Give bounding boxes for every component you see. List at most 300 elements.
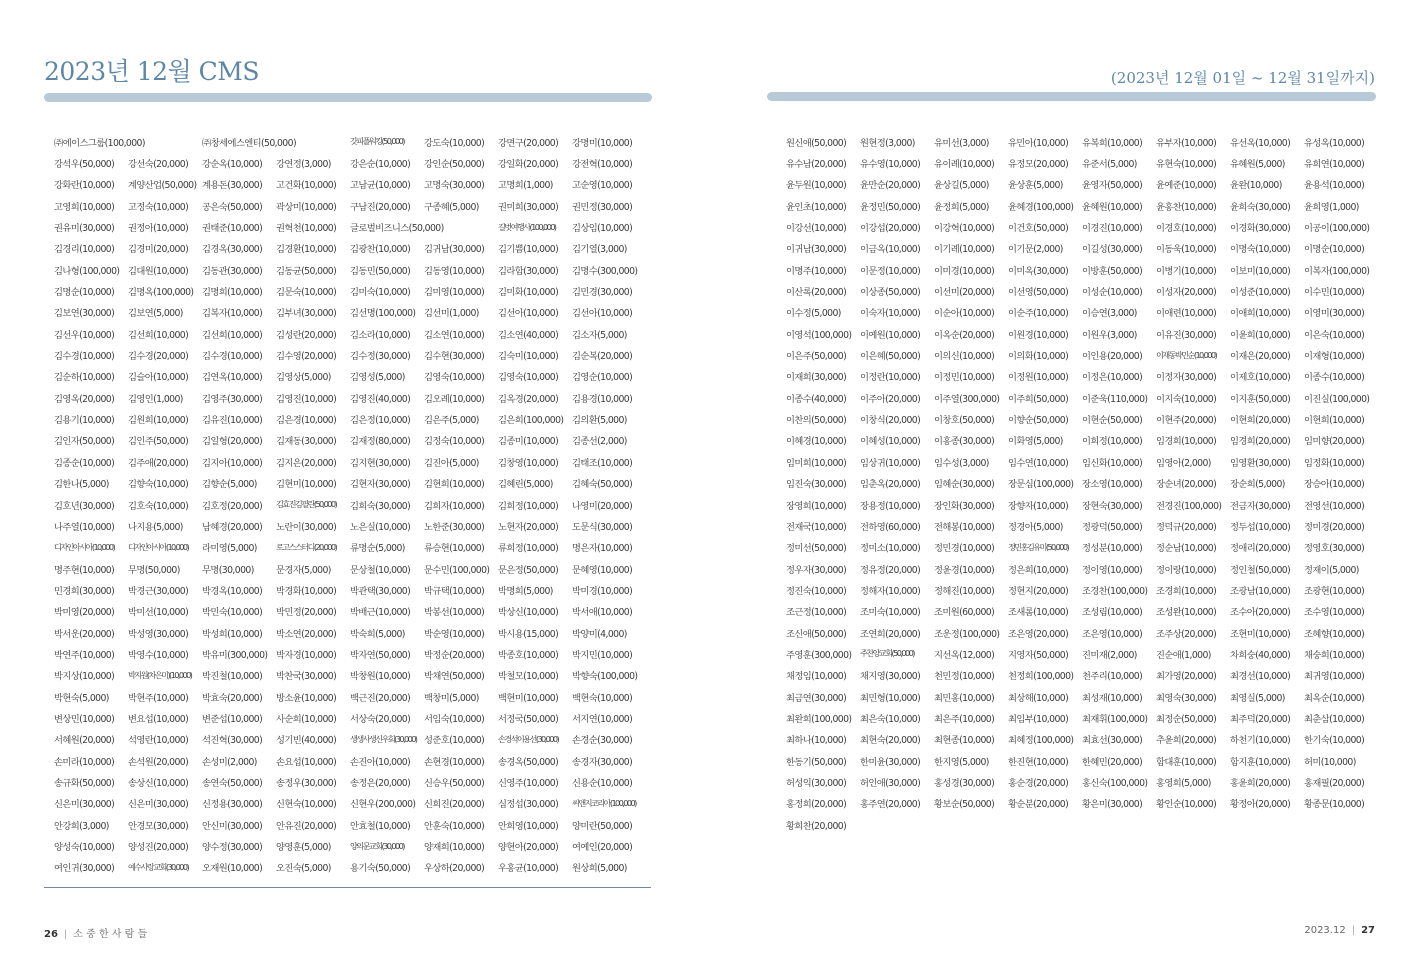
donor-entry: 우상하(20,000) (424, 863, 485, 875)
donor-entry: 이혜성(10,000) (860, 436, 921, 448)
donor-entry: 전하영(60,000) (860, 521, 921, 533)
donor-entry: 김수경(10,000) (202, 351, 263, 363)
donor-row (54, 259, 654, 280)
donor-entry: 명주현(10,000) (54, 564, 115, 576)
donor-entry: 윤상길(5,000) (934, 180, 989, 192)
donor-entry: 이예원(10,000) (860, 329, 921, 341)
donor-entry: 공은숙(50,000) (202, 201, 263, 213)
donor-entry: 김호정(20,000) (202, 500, 263, 512)
donor-entry: 박진철(10,000) (202, 671, 263, 683)
donor-row (54, 408, 654, 429)
donor-entry: 박향숙(100,000) (572, 671, 638, 683)
donor-entry: 안경모(30,000) (128, 820, 189, 832)
donor-entry: 김동영(10,000) (424, 265, 485, 277)
donor-entry: 나지용(5,000) (128, 521, 183, 533)
donor-entry: 조은영(20,000) (1008, 628, 1069, 640)
donor-entry: 김희정(10,000) (498, 500, 559, 512)
donor-entry: 문수민(100,000) (424, 564, 490, 576)
donor-entry: 백근진(20,000) (350, 692, 411, 704)
donor-entry: 최혜정(100,000) (1008, 735, 1074, 747)
footer-date: 2023.12 (1304, 925, 1346, 936)
donor-entry: 천주리(10,000) (1082, 671, 1143, 683)
donor-entry: 최완희(100,000) (786, 713, 852, 725)
donor-entry: 이산록(20,000) (786, 287, 847, 299)
donor-entry: 김향숙(10,000) (128, 479, 189, 491)
donor-entry: 김소라(10,000) (350, 329, 411, 341)
donor-entry: 유수남(20,000) (786, 159, 847, 171)
donor-entry: 여인귀(30,000) (54, 863, 115, 875)
donor-entry: 최정순(50,000) (1156, 713, 1217, 725)
donor-entry: 나영미(20,000) (572, 500, 633, 512)
donor-entry: 김영순(10,000) (572, 372, 633, 384)
donor-entry: 김지아(10,000) (202, 457, 263, 469)
donor-entry: 송정은(20,000) (350, 777, 411, 789)
donor-entry: 박현주(10,000) (128, 692, 189, 704)
donor-entry: 정민홍김유미(50,000) (1008, 541, 1069, 552)
donor-entry: 이의신(10,000) (934, 351, 995, 363)
donor-entry: 백현미(10,000) (498, 692, 559, 704)
donor-entry: 박명희(5,000) (498, 585, 553, 597)
donor-entry: 김희숙(30,000) (350, 500, 411, 512)
donor-entry: 정미선(50,000) (786, 543, 847, 555)
donor-entry: 장순희(5,000) (1230, 479, 1285, 491)
donor-row (786, 579, 1386, 600)
donor-entry: 손석원(20,000) (128, 756, 189, 768)
donor-entry: 이성준(10,000) (1230, 287, 1291, 299)
donor-entry: 박미경(10,000) (572, 585, 633, 597)
donor-entry: 김정숙(10,000) (424, 436, 485, 448)
donor-entry: 김창영(10,000) (498, 457, 559, 469)
donor-entry: 추윤희(20,000) (1156, 735, 1217, 747)
donor-entry: 김수현(30,000) (424, 351, 485, 363)
donor-entry: 박지원(차은미)(10,000) (128, 669, 192, 680)
donor-entry: 문경자(5,000) (276, 564, 331, 576)
donor-entry: 임영환(30,000) (1230, 457, 1291, 469)
donor-entry: 신영주(10,000) (498, 777, 559, 789)
donor-entry: 천정희(100,000) (1008, 671, 1074, 683)
donor-row (786, 366, 1386, 387)
donor-entry: 이창식(20,000) (860, 415, 921, 427)
donor-entry: 이경호(10,000) (1156, 223, 1217, 235)
donor-entry: 장용정(10,000) (860, 500, 921, 512)
donor-entry: 유민아(10,000) (1008, 137, 1069, 149)
donor-entry: 조운정(100,000) (934, 628, 1000, 640)
donor-entry: 강은순(10,000) (350, 159, 411, 171)
donor-entry: ㈜에이스그룹(100,000) (54, 137, 145, 149)
donor-entry: 홍정희(20,000) (786, 799, 847, 811)
donor-entry: 함대훈(10,000) (1156, 756, 1217, 768)
donor-entry: 주영훈(300,000) (786, 649, 852, 661)
donor-entry: 김효진김필란(50,000) (276, 499, 337, 510)
donor-row (786, 750, 1386, 771)
donor-entry: 손경석이용선(30,000) (498, 733, 559, 744)
bottom-rule (44, 887, 651, 888)
donor-entry: 강명미(10,000) (572, 137, 633, 149)
donor-entry: 채지영(30,000) (860, 671, 921, 683)
donor-entry: 이혜경(10,000) (786, 436, 847, 448)
donor-entry: 정해자(10,000) (860, 585, 921, 597)
donor-row (54, 537, 654, 558)
donor-entry: 계양산업(50,000) (128, 180, 197, 192)
donor-entry: 이동욱(10,000) (1156, 244, 1217, 256)
donor-entry: 김용기(10,000) (54, 415, 115, 427)
donor-entry: 이재은(20,000) (1230, 351, 1291, 363)
donor-entry: 김용경(10,000) (572, 393, 633, 405)
donor-entry: 유성옥(10,000) (1304, 137, 1365, 149)
donor-row (786, 473, 1386, 494)
donor-entry: 디자인아시아(10,000) (128, 541, 189, 552)
donor-entry: 임춘옥(20,000) (860, 479, 921, 491)
donor-entry: 강면구(20,000) (498, 137, 559, 149)
donor-row (54, 686, 654, 707)
donor-row (54, 430, 654, 451)
donor-entry: 윤용석(10,000) (1304, 180, 1365, 192)
donor-entry: 유선옥(10,000) (1230, 137, 1291, 149)
donor-entry: 최상해(10,000) (1008, 692, 1069, 704)
donor-entry: 강순옥(10,000) (202, 159, 263, 171)
donor-entry: 문은정(50,000) (498, 564, 559, 576)
donor-entry: 이재형(10,000) (1304, 351, 1365, 363)
donor-entry: 최효선(30,000) (1082, 735, 1143, 747)
header-bar-left (44, 93, 652, 102)
donor-row (786, 558, 1386, 579)
donor-entry: 성기빈(40,000) (276, 735, 337, 747)
donor-entry: 이종수(40,000) (786, 393, 847, 405)
donor-entry: 이준욱(110,000) (1082, 393, 1148, 405)
donor-entry: 이원우(3,000) (1082, 329, 1137, 341)
donor-entry: 성준호(10,000) (424, 735, 485, 747)
donor-list-right (786, 131, 1386, 835)
donor-entry: 생생사생신우회(30,000) (350, 733, 417, 744)
donor-entry: 한미윤(30,000) (860, 756, 921, 768)
donor-entry: 이명주(10,000) (786, 265, 847, 277)
donor-entry: 정순남(10,000) (1156, 543, 1217, 555)
donor-row (786, 302, 1386, 323)
donor-entry: 강전혁(10,000) (572, 159, 633, 171)
donor-entry: 박봉선(10,000) (424, 607, 485, 619)
donor-entry: 임경희(20,000) (1230, 436, 1291, 448)
page-number-left: 26 (44, 929, 58, 940)
donor-entry: 정미경(20,000) (1304, 521, 1365, 533)
donor-row (54, 835, 654, 856)
donor-entry: 이강선(10,000) (786, 223, 847, 235)
donor-entry: 김미숙(10,000) (350, 287, 411, 299)
donor-row (54, 793, 654, 814)
donor-entry: 김옥경(20,000) (498, 393, 559, 405)
donor-entry: 김광찬(10,000) (350, 244, 411, 256)
donor-entry: 정은희(10,000) (1008, 564, 1069, 576)
donor-entry: 장순녀(20,000) (1156, 479, 1217, 491)
donor-entry: 이영미(30,000) (1304, 308, 1365, 320)
donor-entry: 박철모(10,000) (498, 671, 559, 683)
donor-entry: 권민정(30,000) (572, 201, 633, 213)
donor-entry: 김유진(10,000) (202, 415, 263, 427)
donor-entry: 김선아(10,000) (498, 308, 559, 320)
donor-row (54, 302, 654, 323)
donor-row (54, 643, 654, 664)
donor-entry: 이정원(10,000) (1008, 372, 1069, 384)
donor-entry: 박자경(10,000) (276, 649, 337, 661)
donor-entry: 진순애(1,000) (1156, 649, 1211, 661)
donor-entry: 김소연(10,000) (424, 329, 485, 341)
donor-entry: 이기문(2,000) (1008, 244, 1063, 256)
donor-entry: 김동균(50,000) (276, 265, 337, 277)
donor-entry: 정우자(30,000) (786, 564, 847, 576)
donor-entry: 강일화(20,000) (498, 159, 559, 171)
donor-entry: 김은경(10,000) (276, 415, 337, 427)
donor-entry: 이공이(100,000) (1304, 223, 1370, 235)
donor-entry: 정민경(10,000) (934, 543, 995, 555)
donor-entry: 김종미(10,000) (498, 436, 559, 448)
donor-entry: 정해진(10,000) (934, 585, 995, 597)
donor-entry: 최재휘(100,000) (1082, 713, 1148, 725)
donor-entry: 송규화(50,000) (54, 777, 115, 789)
donor-entry: 정진숙(10,000) (786, 585, 847, 597)
donor-row (54, 216, 654, 237)
donor-entry: 김지현(30,000) (350, 457, 411, 469)
donor-row (786, 771, 1386, 792)
donor-row (786, 601, 1386, 622)
donor-row (54, 473, 654, 494)
donor-entry: 박지상(10,000) (54, 671, 115, 683)
donor-entry: 조미원(60,000) (934, 607, 995, 619)
donor-entry: 라미영(5,000) (202, 543, 257, 555)
donor-entry: 조경희(10,000) (1156, 585, 1217, 597)
donor-entry: 정현지(20,000) (1008, 585, 1069, 597)
donor-row (786, 238, 1386, 259)
donor-entry: 김의환(5,000) (572, 415, 627, 427)
donor-entry: 이현희(10,000) (1304, 415, 1365, 427)
donor-row (786, 323, 1386, 344)
donor-entry: 정성분(10,000) (1082, 543, 1143, 555)
donor-entry: 윤완(10,000) (1230, 180, 1282, 192)
donor-entry: 박서애(10,000) (572, 607, 633, 619)
donor-entry: 김경환(10,000) (276, 244, 337, 256)
donor-entry: 문혜영(10,000) (572, 564, 633, 576)
donor-entry: 이주희(50,000) (1008, 393, 1069, 405)
donor-entry: 무명(50,000) (128, 564, 180, 576)
donor-entry: 김향순(5,000) (202, 479, 257, 491)
donor-entry: 박경근(30,000) (128, 585, 189, 597)
donor-entry: 최영숙(30,000) (1156, 692, 1217, 704)
donor-entry: 김원희(10,000) (128, 415, 189, 427)
donor-entry: 김호숙(10,000) (128, 500, 189, 512)
donor-entry: 임미희(10,000) (786, 457, 847, 469)
donor-entry: 정덕규(20,000) (1156, 521, 1217, 533)
donor-entry: 이숙자(10,000) (860, 308, 921, 320)
donor-entry: 이재동박민순(10,000) (1156, 349, 1217, 360)
donor-entry: 권정아(10,000) (128, 223, 189, 235)
donor-entry: 주찬양교회(50,000) (860, 648, 914, 659)
donor-entry: 구남진(20,000) (350, 201, 411, 213)
donor-row (786, 344, 1386, 365)
donor-entry: 서상숙(20,000) (350, 713, 411, 725)
donor-entry: 조성완(10,000) (1156, 607, 1217, 619)
donor-entry: 양의문교회(30,000) (350, 840, 404, 851)
donor-entry: 최경선(10,000) (1230, 671, 1291, 683)
donor-entry: 고건화(10,000) (276, 180, 337, 192)
donor-entry: 여예인(20,000) (572, 842, 633, 854)
donor-entry: 정두섭(10,000) (1230, 521, 1291, 533)
donor-entry: 김보연(30,000) (54, 308, 115, 320)
donor-entry: 이정란(10,000) (860, 372, 921, 384)
donor-row (786, 665, 1386, 686)
donor-entry: 신현우(200,000) (350, 799, 416, 811)
donor-entry: 유수영(10,000) (860, 159, 921, 171)
donor-entry: 양재희(10,000) (424, 842, 485, 854)
donor-entry: 양성숙(10,000) (54, 842, 115, 854)
donor-entry: 김선명(100,000) (350, 308, 416, 320)
donor-entry: 양영훈(5,000) (276, 842, 331, 854)
donor-entry: 이선영(50,000) (1008, 287, 1069, 299)
donor-entry: 김귀남(30,000) (424, 244, 485, 256)
donor-entry: 김한나(5,000) (54, 479, 109, 491)
donor-entry: 심정섭(30,000) (498, 799, 559, 811)
donor-entry: 신정용(30,000) (202, 799, 263, 811)
donor-entry: 지선옥(12,000) (934, 649, 995, 661)
donor-row (54, 579, 654, 600)
donor-entry: 홍신숙(100,000) (1082, 777, 1148, 789)
donor-entry: 조수아(20,000) (1230, 607, 1291, 619)
donor-entry: 강석우(50,000) (54, 159, 115, 171)
donor-entry: 손현경(10,000) (424, 756, 485, 768)
donor-entry: 정미소(10,000) (860, 543, 921, 555)
donor-entry: 윤희영(1,000) (1304, 201, 1359, 213)
donor-row (786, 451, 1386, 472)
donor-entry: 이은숙(10,000) (1304, 329, 1365, 341)
donor-row (54, 152, 654, 173)
donor-entry: 이지숙(10,000) (1156, 393, 1217, 405)
donor-entry: 김복자(10,000) (202, 308, 263, 320)
donor-entry: 변준섭(10,000) (202, 713, 263, 725)
donor-entry: 조광현(10,000) (1304, 585, 1365, 597)
donor-entry: 한진현(10,000) (1008, 756, 1069, 768)
donor-entry: 김영주(30,000) (202, 393, 263, 405)
donor-entry: ㈜창세에스엔티(50,000) (202, 137, 296, 149)
donor-entry: 이명숙(10,000) (1230, 244, 1291, 256)
donor-entry: 채정임(10,000) (786, 671, 847, 683)
donor-entry: 김은정(10,000) (350, 415, 411, 427)
donor-entry: 한기숙(10,000) (1304, 735, 1365, 747)
donor-entry: 김일형(20,000) (202, 436, 263, 448)
donor-entry: 김소연(40,000) (498, 329, 559, 341)
donor-row (786, 537, 1386, 558)
donor-entry: 장영희(10,000) (786, 500, 847, 512)
donor-entry: 이수민(10,000) (1304, 287, 1365, 299)
donor-entry: 이귀남(30,000) (786, 244, 847, 256)
donor-entry: 이미옥(30,000) (1008, 265, 1069, 277)
donor-entry: 이원경(10,000) (1008, 329, 1069, 341)
donor-row (786, 643, 1386, 664)
donor-entry: 윤만순(20,000) (860, 180, 921, 192)
donor-entry: 조성림(10,000) (1082, 607, 1143, 619)
donor-entry: 이성순(10,000) (1082, 287, 1143, 299)
donor-entry: 갓피플워킹(50,000) (350, 136, 404, 147)
donor-entry: 박성영(30,000) (128, 628, 189, 640)
donor-entry: 강인순(50,000) (424, 159, 485, 171)
donor-entry: 유희연(10,000) (1304, 159, 1365, 171)
donor-entry: 김재정(80,000) (350, 436, 411, 448)
donor-row (54, 344, 654, 365)
donor-entry: 황종문(10,000) (1304, 799, 1365, 811)
donor-entry: 박경옥(10,000) (202, 585, 263, 597)
donor-entry: 이현순(50,000) (1082, 415, 1143, 427)
donor-entry: 박연주(10,000) (54, 649, 115, 661)
donor-entry: 김수경(10,000) (54, 351, 115, 363)
donor-entry: 박미선(10,000) (128, 607, 189, 619)
donor-entry: 김은주(5,000) (424, 415, 479, 427)
donor-entry: 홍순경(20,000) (1008, 777, 1069, 789)
donor-entry: 김혜린(5,000) (498, 479, 553, 491)
donor-entry: 윤상훈(5,000) (1008, 180, 1063, 192)
donor-entry: 고영희(10,000) (54, 201, 115, 213)
donor-entry: 신용순(10,000) (572, 777, 633, 789)
donor-entry: 전금자(30,000) (1230, 500, 1291, 512)
donor-row (786, 174, 1386, 195)
donor-entry: 김영성(5,000) (350, 372, 405, 384)
donor-entry: 김인주(50,000) (128, 436, 189, 448)
donor-entry: 김선희(10,000) (202, 329, 263, 341)
donor-entry: 고정숙(10,000) (128, 201, 189, 213)
donor-entry: 길벗여행사(100,000) (498, 221, 556, 232)
donor-entry: 이길성(30,000) (1082, 244, 1143, 256)
donor-entry: 김영인(1,000) (128, 393, 183, 405)
donor-entry: 손성미(2,000) (202, 756, 257, 768)
donor-entry: 원상희(5,000) (572, 863, 627, 875)
donor-entry: 계용돈(30,000) (202, 180, 263, 192)
donor-row (786, 729, 1386, 750)
donor-entry: 조경찬(100,000) (1082, 585, 1148, 597)
donor-row (786, 259, 1386, 280)
donor-entry: 김혜숙(50,000) (572, 479, 633, 491)
donor-entry: 박순영(10,000) (424, 628, 485, 640)
donor-entry: 안훈숙(10,000) (424, 820, 485, 832)
donor-row (786, 408, 1386, 429)
donor-entry: 장인화(30,000) (934, 500, 995, 512)
donor-entry: 윤두원(10,000) (786, 180, 847, 192)
donor-row (54, 131, 654, 152)
donor-entry: 박경화(10,000) (276, 585, 337, 597)
donor-entry: 조미숙(10,000) (860, 607, 921, 619)
donor-entry: 김라함(30,000) (498, 265, 559, 277)
donor-entry: 김미화(10,000) (498, 287, 559, 299)
donor-entry: 김수영(20,000) (276, 351, 337, 363)
donor-entry: 명은자(10,000) (572, 543, 633, 555)
donor-entry: 서임숙(10,000) (424, 713, 485, 725)
donor-entry: 이금옥(10,000) (860, 244, 921, 256)
donor-entry: 안신미(30,000) (202, 820, 263, 832)
donor-entry: 김명희(10,000) (202, 287, 263, 299)
donor-entry: 김나형(100,000) (54, 265, 120, 277)
donor-entry: 노란이(30,000) (276, 521, 337, 533)
donor-entry: 김종순(10,000) (54, 457, 115, 469)
donor-entry: 하천기(10,000) (1230, 735, 1291, 747)
donor-row (786, 707, 1386, 728)
donor-entry: 윤인초(10,000) (786, 201, 847, 213)
donor-entry: 김문숙(10,000) (276, 287, 337, 299)
donor-entry: 박채연(50,000) (424, 671, 485, 683)
donor-entry: 강화란(10,000) (54, 180, 115, 192)
donor-row (54, 729, 654, 750)
donor-entry: 박종호(10,000) (498, 649, 559, 661)
donor-entry: 이명순(10,000) (1304, 244, 1365, 256)
donor-entry: 김종선(2,000) (572, 436, 627, 448)
donor-entry: 이윤희(10,000) (1230, 329, 1291, 341)
donor-entry: 황희찬(20,000) (786, 820, 847, 832)
donor-entry: 문상철(10,000) (350, 564, 411, 576)
donor-entry: 변요섭(10,000) (128, 713, 189, 725)
donor-list-left (54, 131, 654, 878)
